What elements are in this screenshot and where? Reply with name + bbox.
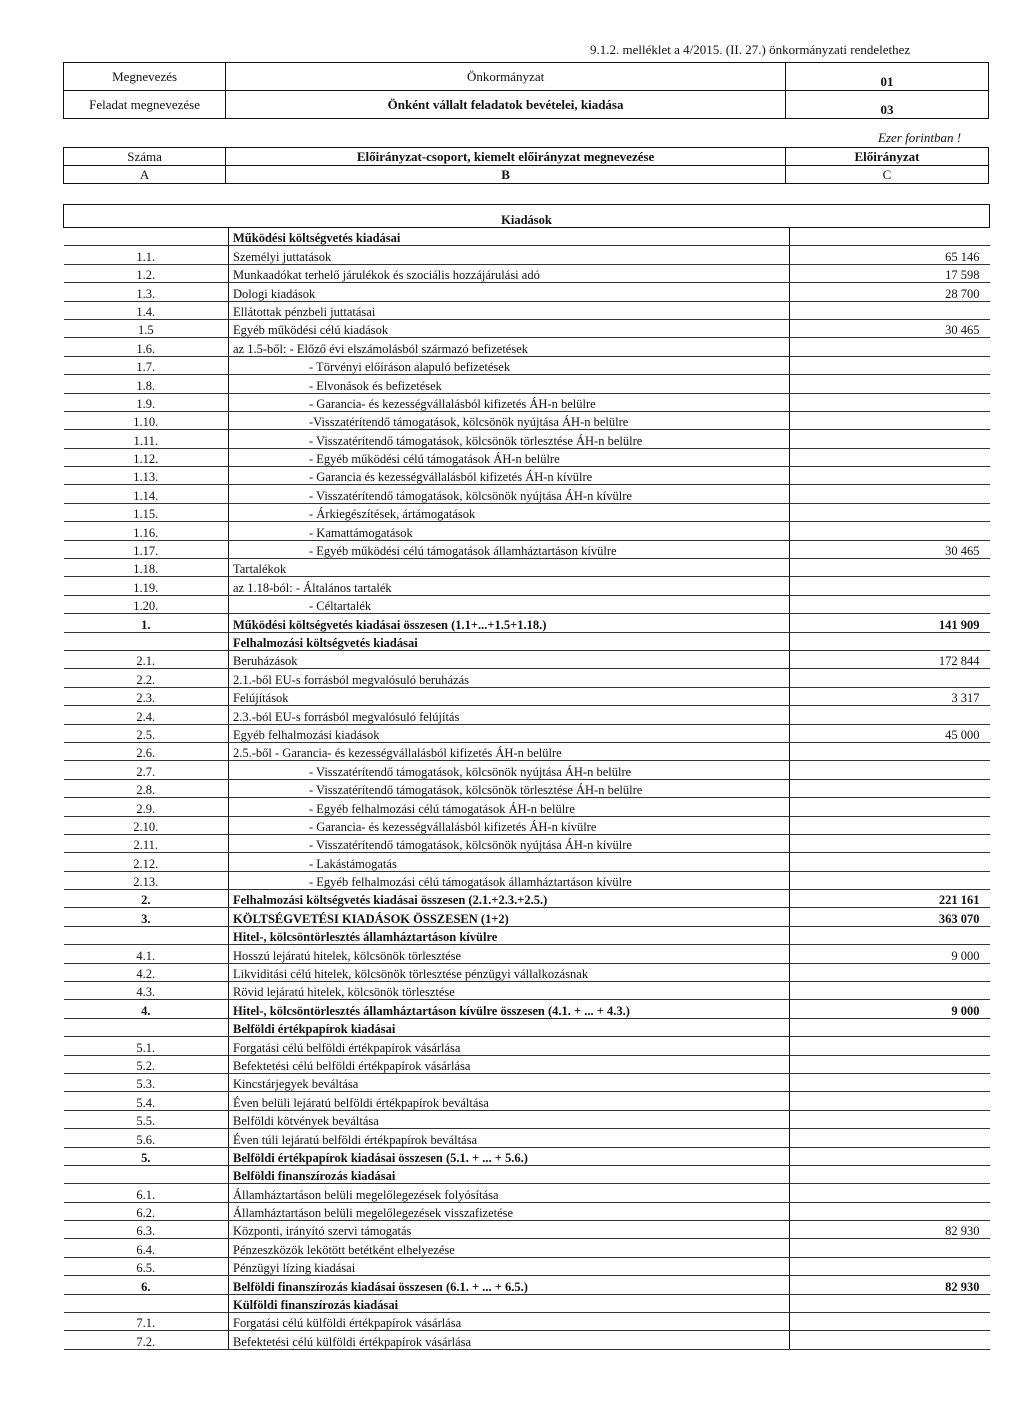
row-number: 1.11.	[64, 430, 229, 448]
table-row	[64, 908, 990, 926]
row-number: 1.1.	[64, 246, 229, 264]
row-value	[790, 1110, 990, 1128]
row-name: Rövid lejáratú hitelek, kölcsönök törlesztése	[229, 982, 790, 1000]
table-row	[64, 228, 990, 246]
row-value: 65 146	[790, 246, 990, 264]
row-name: - Törvényi előíráson alapuló befizetések	[229, 356, 790, 374]
row-name: -Visszatérítendő támogatások, kölcsönök nyújtása ÁH-n belülre	[229, 411, 790, 429]
row-value	[790, 1018, 990, 1036]
row-value: 363 070	[790, 908, 990, 926]
row-name: - Visszatérítendő támogatások, kölcsönök törlesztése ÁH-n belülre	[229, 430, 790, 448]
feladat-value: Önként vállalt feladatok bevételei, kiadása	[226, 91, 786, 119]
row-name: Egyéb felhalmozási kiadások	[229, 724, 790, 742]
row-number: 6.3.	[64, 1221, 229, 1239]
col-c-label: C	[786, 166, 989, 184]
table-row	[64, 595, 990, 613]
row-number: 2.13.	[64, 871, 229, 889]
table-row	[64, 926, 990, 944]
unit-note: Ezer forintban !	[878, 130, 962, 145]
row-value	[790, 1129, 990, 1147]
row-name: Központi, irányító szervi támogatás	[229, 1221, 790, 1239]
row-number: 5.5.	[64, 1110, 229, 1128]
row-name: Államháztartáson belüli megelőlegezések folyósítása	[229, 1184, 790, 1202]
table-row	[64, 798, 990, 816]
row-value: 3 317	[790, 687, 990, 705]
row-number: 1.17.	[64, 540, 229, 558]
row-value	[790, 522, 990, 540]
row-number	[64, 1294, 229, 1312]
row-value	[790, 1165, 990, 1183]
row-value: 82 930	[790, 1276, 990, 1294]
row-number: 1.6.	[64, 338, 229, 356]
row-value: 30 465	[790, 540, 990, 558]
row-name: - Visszatérítendő támogatások, kölcsönök nyújtása ÁH-n kívülre	[229, 485, 790, 503]
row-value	[790, 963, 990, 981]
table-row	[64, 1276, 990, 1294]
row-number: 1.9.	[64, 393, 229, 411]
table-row	[64, 283, 990, 301]
row-value	[790, 1331, 990, 1349]
row-name: Befektetési célú belföldi értékpapírok vásárlása	[229, 1055, 790, 1073]
row-name: 2.5.-ből - Garancia- és kezességvállalásból kifizetés ÁH-n belülre	[229, 742, 790, 760]
table-row	[64, 503, 990, 521]
table-row	[64, 853, 990, 871]
table-row	[64, 1147, 990, 1165]
row-value	[790, 926, 990, 944]
row-number: 1.13.	[64, 467, 229, 485]
row-number: 6.1.	[64, 1184, 229, 1202]
row-value: 30 465	[790, 319, 990, 337]
row-number: 1.5	[64, 319, 229, 337]
table-row	[64, 1202, 990, 1220]
row-name: Éven belüli lejáratú belföldi értékpapírok beváltása	[229, 1092, 790, 1110]
row-number: 5.6.	[64, 1129, 229, 1147]
row-value	[790, 706, 990, 724]
row-number	[64, 926, 229, 944]
row-number: 5.3.	[64, 1073, 229, 1091]
row-number	[64, 228, 229, 246]
row-name: Hitel-, kölcsöntörlesztés államháztartáson kívülre	[229, 926, 790, 944]
row-name: - Elvonások és befizetések	[229, 375, 790, 393]
table-row	[64, 1018, 990, 1036]
code-03: 03	[786, 91, 989, 119]
row-value	[790, 632, 990, 650]
code-01: 01	[786, 63, 989, 91]
onkormanyzat-label: Önkormányzat	[226, 63, 786, 91]
row-number: 4.2.	[64, 963, 229, 981]
row-number	[64, 1165, 229, 1183]
table-row	[64, 1037, 990, 1055]
row-value: 9 000	[790, 945, 990, 963]
table-row	[64, 834, 990, 852]
table-row	[64, 945, 990, 963]
row-number: 1.4.	[64, 301, 229, 319]
row-number: 1.3.	[64, 283, 229, 301]
row-name: Személyi juttatások	[229, 246, 790, 264]
row-number: 1.8.	[64, 375, 229, 393]
row-value	[790, 1037, 990, 1055]
table-row	[64, 982, 990, 1000]
row-name: Belföldi értékpapírok kiadásai	[229, 1018, 790, 1036]
row-value	[790, 1073, 990, 1091]
row-number: 6.4.	[64, 1239, 229, 1257]
row-number: 2.3.	[64, 687, 229, 705]
row-name: Pénzeszközök lekötött betétként elhelyezése	[229, 1239, 790, 1257]
table-row	[64, 1221, 990, 1239]
row-name: Felhalmozási költségvetés kiadásai	[229, 632, 790, 650]
row-value	[790, 1147, 990, 1165]
table-row	[64, 1239, 990, 1257]
row-value	[790, 393, 990, 411]
table-row	[64, 761, 990, 779]
table-row	[64, 356, 990, 374]
table-row	[64, 1110, 990, 1128]
table-row	[64, 430, 990, 448]
table-row	[64, 779, 990, 797]
row-value	[790, 1257, 990, 1275]
row-name: Felhalmozási költségvetés kiadásai összesen (2.1.+2.3.+2.5.)	[229, 890, 790, 908]
row-name: Felújítások	[229, 687, 790, 705]
table-row	[64, 559, 990, 577]
table-row	[64, 687, 990, 705]
table-row	[64, 411, 990, 429]
row-name: - Garancia- és kezességvállalásból kifizetés ÁH-n belülre	[229, 393, 790, 411]
row-name: - Egyéb felhalmozási célú támogatások államháztartáson kívülre	[229, 871, 790, 889]
row-name: - Garancia- és kezességvállalásból kifizetés ÁH-n kívülre	[229, 816, 790, 834]
row-number: 2.9.	[64, 798, 229, 816]
row-name: Pénzügyi lízing kiadásai	[229, 1257, 790, 1275]
megnevezes-label: Megnevezés	[64, 63, 226, 91]
row-number: 1.18.	[64, 559, 229, 577]
row-number: 1.7.	[64, 356, 229, 374]
col-b-label: B	[226, 166, 786, 184]
table-row	[64, 724, 990, 742]
table-row	[64, 650, 990, 668]
row-number: 1.16.	[64, 522, 229, 540]
row-value	[790, 1313, 990, 1331]
table-row	[64, 246, 990, 264]
table-row	[64, 1055, 990, 1073]
table-row	[64, 467, 990, 485]
row-name: Működési költségvetés kiadásai	[229, 228, 790, 246]
row-value: 9 000	[790, 1000, 990, 1018]
row-value	[790, 816, 990, 834]
row-value	[790, 1202, 990, 1220]
table-row	[64, 669, 990, 687]
table-row	[64, 1000, 990, 1018]
col-a-label: A	[64, 166, 226, 184]
feladat-label: Feladat megnevezése	[64, 91, 226, 119]
row-name: az 1.18-ból: - Általános tartalék	[229, 577, 790, 595]
row-name: KÖLTSÉGVETÉSI KIADÁSOK ÖSSZESEN (1+2)	[229, 908, 790, 926]
row-number: 1.2.	[64, 264, 229, 282]
row-number: 2.2.	[64, 669, 229, 687]
row-value	[790, 301, 990, 319]
table-row	[64, 632, 990, 650]
table-row	[64, 448, 990, 466]
table-row	[64, 1313, 990, 1331]
table-row	[64, 319, 990, 337]
column-header-table	[63, 147, 989, 184]
row-value	[790, 356, 990, 374]
row-name: Dologi kiadások	[229, 283, 790, 301]
row-value	[790, 467, 990, 485]
table-row	[64, 338, 990, 356]
row-value	[790, 761, 990, 779]
table-row	[64, 963, 990, 981]
row-number: 2.4.	[64, 706, 229, 724]
row-number: 5.	[64, 1147, 229, 1165]
row-value	[790, 1092, 990, 1110]
table-row	[64, 816, 990, 834]
row-value	[790, 779, 990, 797]
row-number: 4.	[64, 1000, 229, 1018]
row-number: 6.	[64, 1276, 229, 1294]
row-value	[790, 982, 990, 1000]
row-value: 82 930	[790, 1221, 990, 1239]
row-number: 5.1.	[64, 1037, 229, 1055]
row-value	[790, 375, 990, 393]
row-number: 2.5.	[64, 724, 229, 742]
row-value	[790, 742, 990, 760]
row-value	[790, 228, 990, 246]
row-name: Belföldi finanszírozás kiadásai	[229, 1165, 790, 1183]
row-number: 6.5.	[64, 1257, 229, 1275]
row-number: 1.19.	[64, 577, 229, 595]
row-name: - Árkiegészítések, ártámogatások	[229, 503, 790, 521]
row-name: Egyéb működési célú kiadások	[229, 319, 790, 337]
row-value	[790, 798, 990, 816]
row-value	[790, 503, 990, 521]
row-value	[790, 338, 990, 356]
table-row	[64, 375, 990, 393]
table-row	[64, 393, 990, 411]
row-name: Belföldi értékpapírok kiadásai összesen (5.1. + ... + 5.6.)	[229, 1147, 790, 1165]
row-name: Kincstárjegyek beváltása	[229, 1073, 790, 1091]
row-name: - Visszatérítendő támogatások, kölcsönök törlesztése ÁH-n belülre	[229, 779, 790, 797]
eloiranyzat-label: Előirányzat	[786, 148, 989, 166]
row-name: az 1.5-ből: - Előző évi elszámolásból származó befizetések	[229, 338, 790, 356]
row-number: 2.6.	[64, 742, 229, 760]
table-row	[64, 1184, 990, 1202]
row-number: 1.20.	[64, 595, 229, 613]
row-number: 4.3.	[64, 982, 229, 1000]
row-name: 2.1.-ből EU-s forrásból megvalósuló beruházás	[229, 669, 790, 687]
row-number: 1.10.	[64, 411, 229, 429]
row-value	[790, 595, 990, 613]
row-value	[790, 1184, 990, 1202]
table-row	[64, 871, 990, 889]
table-row	[64, 742, 990, 760]
row-value	[790, 1239, 990, 1257]
row-name: Belföldi finanszírozás kiadásai összesen (6.1. + ... + 6.5.)	[229, 1276, 790, 1294]
table-row	[64, 577, 990, 595]
row-name: Befektetési célú külföldi értékpapírok vásárlása	[229, 1331, 790, 1349]
row-number: 2.	[64, 890, 229, 908]
row-name: - Visszatérítendő támogatások, kölcsönök nyújtása ÁH-n belülre	[229, 761, 790, 779]
table-row	[64, 614, 990, 632]
row-name: Munkaadókat terhelő járulékok és szociális hozzájárulási adó	[229, 264, 790, 282]
row-name: Ellátottak pénzbeli juttatásai	[229, 301, 790, 319]
table-row	[64, 706, 990, 724]
row-name: Éven túli lejáratú belföldi értékpapírok beváltása	[229, 1129, 790, 1147]
table-row	[64, 1294, 990, 1312]
row-name: - Egyéb felhalmozási célú támogatások ÁH-n belülre	[229, 798, 790, 816]
table-row	[64, 1165, 990, 1183]
row-value	[790, 559, 990, 577]
row-name: - Egyéb működési célú támogatások államháztartáson kívülre	[229, 540, 790, 558]
row-name: Beruházások	[229, 650, 790, 668]
row-name: Hosszú lejáratú hitelek, kölcsönök törlesztése	[229, 945, 790, 963]
row-name: - Céltartalék	[229, 595, 790, 613]
row-number: 2.12.	[64, 853, 229, 871]
row-value	[790, 430, 990, 448]
table-row	[64, 1092, 990, 1110]
row-value	[790, 853, 990, 871]
table-row	[64, 301, 990, 319]
row-value	[790, 669, 990, 687]
szama-label: Száma	[64, 148, 226, 166]
table-row	[64, 264, 990, 282]
row-name: 2.3.-ból EU-s forrásból megvalósuló felújítás	[229, 706, 790, 724]
row-name: - Garancia és kezességvállalásból kifizetés ÁH-n kívülre	[229, 467, 790, 485]
row-number: 1.14.	[64, 485, 229, 503]
row-name: - Kamattámogatások	[229, 522, 790, 540]
row-number: 1.12.	[64, 448, 229, 466]
header-table	[63, 62, 989, 119]
row-value: 28 700	[790, 283, 990, 301]
row-value	[790, 577, 990, 595]
row-value: 17 598	[790, 264, 990, 282]
row-value	[790, 834, 990, 852]
row-number: 1.	[64, 614, 229, 632]
table-row	[64, 1331, 990, 1349]
row-value	[790, 485, 990, 503]
row-number: 5.4.	[64, 1092, 229, 1110]
row-value: 221 161	[790, 890, 990, 908]
row-value	[790, 448, 990, 466]
row-value	[790, 411, 990, 429]
table-row	[64, 1073, 990, 1091]
row-name: Belföldi kötvények beváltása	[229, 1110, 790, 1128]
row-number: 6.2.	[64, 1202, 229, 1220]
row-number	[64, 632, 229, 650]
row-name: Likviditási célú hitelek, kölcsönök törlesztése pénzügyi vállalkozásnak	[229, 963, 790, 981]
row-number: 2.1.	[64, 650, 229, 668]
row-number: 2.8.	[64, 779, 229, 797]
row-number: 5.2.	[64, 1055, 229, 1073]
expenditure-table	[63, 204, 990, 1350]
row-name: Külföldi finanszírozás kiadásai	[229, 1294, 790, 1312]
row-number: 2.7.	[64, 761, 229, 779]
row-name: - Lakástámogatás	[229, 853, 790, 871]
annex-reference: 9.1.2. melléklet a 4/2015. (II. 27.) önkormányzati rendelethez	[590, 42, 911, 57]
row-value	[790, 871, 990, 889]
table-row	[64, 522, 990, 540]
row-number: 2.10.	[64, 816, 229, 834]
row-name: - Visszatérítendő támogatások, kölcsönök nyújtása ÁH-n kívülre	[229, 834, 790, 852]
row-name: Forgatási célú belföldi értékpapírok vásárlása	[229, 1037, 790, 1055]
table-row	[64, 540, 990, 558]
table-row	[64, 890, 990, 908]
row-name: Működési költségvetés kiadásai összesen (1.1+...+1.5+1.18.)	[229, 614, 790, 632]
row-name: Államháztartáson belüli megelőlegezések visszafizetése	[229, 1202, 790, 1220]
row-value	[790, 1294, 990, 1312]
row-number: 3.	[64, 908, 229, 926]
row-number: 2.11.	[64, 834, 229, 852]
row-name: Forgatási célú külföldi értékpapírok vásárlása	[229, 1313, 790, 1331]
row-name: Tartalékok	[229, 559, 790, 577]
row-value: 172 844	[790, 650, 990, 668]
row-name: - Egyéb működési célú támogatások ÁH-n belülre	[229, 448, 790, 466]
row-number: 1.15.	[64, 503, 229, 521]
section-title: Kiadások	[64, 205, 990, 228]
row-number	[64, 1018, 229, 1036]
row-number: 7.2.	[64, 1331, 229, 1349]
row-name: Hitel-, kölcsöntörlesztés államháztartáson kívülre összesen (4.1. + ... + 4.3.)	[229, 1000, 790, 1018]
row-value: 45 000	[790, 724, 990, 742]
row-value: 141 909	[790, 614, 990, 632]
row-number: 7.1.	[64, 1313, 229, 1331]
eloiranyzat-csoport-label: Előirányzat-csoport, kiemelt előirányzat megnevezése	[226, 148, 786, 166]
table-row	[64, 1257, 990, 1275]
table-row	[64, 485, 990, 503]
row-number: 4.1.	[64, 945, 229, 963]
row-value	[790, 1055, 990, 1073]
table-row	[64, 1129, 990, 1147]
